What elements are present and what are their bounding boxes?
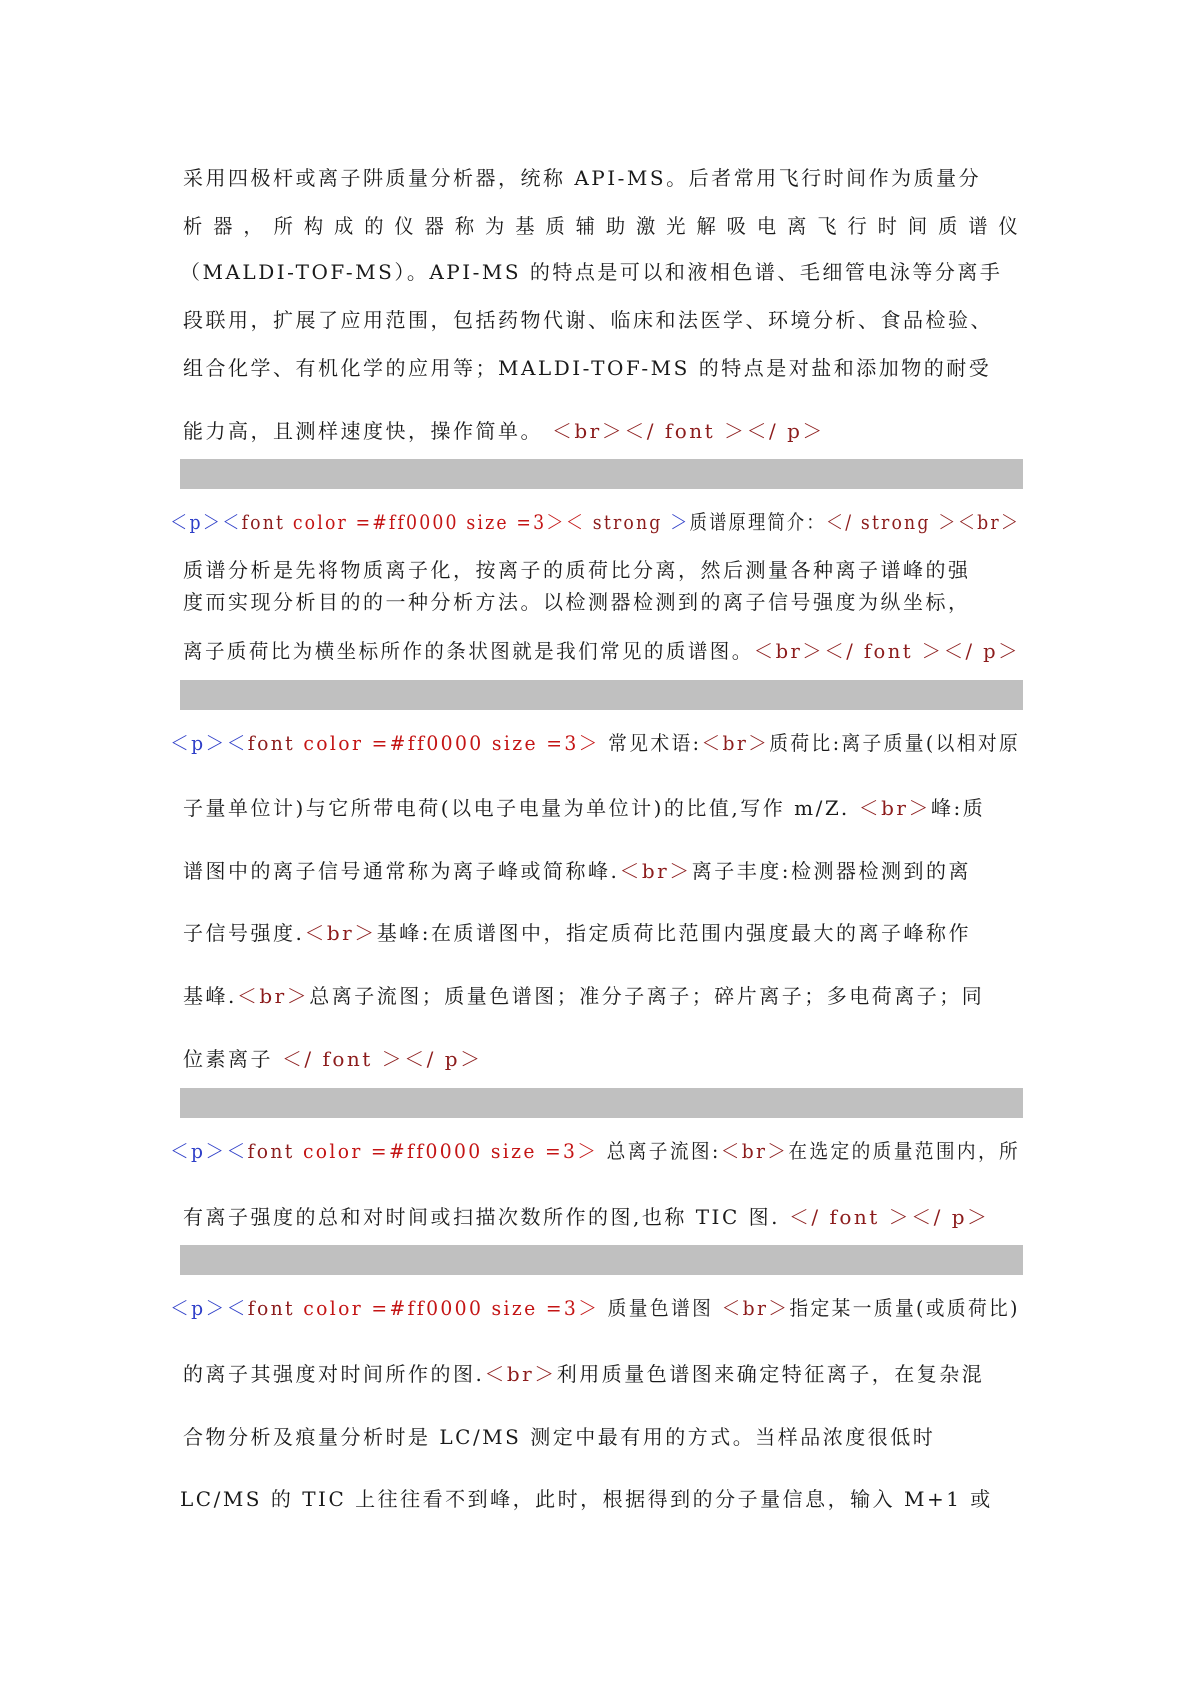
text: 采用四极杆或离子阱质量分析器，统称 API-MS。后者常用飞行时间作为质量分 [183, 166, 982, 190]
text: 离子质荷比为横坐标所作的条状图就是我们常见的质谱图。 [183, 639, 754, 663]
html-tag-text: ＜p＞＜ [170, 1139, 248, 1163]
text: 谱图中的离子信号通常称为离子峰或简称峰. [183, 859, 620, 883]
paragraph-line [183, 982, 984, 1010]
text: 有离子强度的总和对时间或扫描次数所作的图,也称 TIC 图. [183, 1205, 780, 1229]
html-tag-text: ＞＜br＞ [938, 510, 1021, 534]
paragraph-line [183, 417, 825, 445]
paragraph-line [183, 212, 1020, 240]
html-tag-text: ＜br＞ [236, 984, 310, 1008]
text: 的离子其强度对时间所作的图. [183, 1362, 485, 1386]
html-tag-text: ＜br＞＜/ font ＞＜/ p＞ [551, 419, 825, 443]
html-tag-text: ＜br＞ [858, 796, 931, 820]
html-attr-text: color =#ff0000 [302, 1139, 483, 1163]
html-tag-text: font [247, 731, 296, 755]
paragraph-line [183, 857, 971, 885]
html-tag-text: ＜/ font ＞＜/ p＞ [788, 1205, 990, 1229]
html-tag-text: ＜br＞ [619, 859, 692, 883]
text: 总离子流图: [606, 1139, 721, 1163]
text: 质荷比:离子质量(以相对原 [769, 731, 1021, 755]
html-tag-text: ＜p＞＜ [170, 510, 242, 534]
text: 峰:质 [930, 796, 986, 820]
html-tag-text: ＜br＞ [721, 1296, 790, 1320]
paragraph-line [183, 1360, 984, 1388]
html-tag-text: ＞ [670, 510, 690, 534]
text: 质谱分析是先将物质离子化，按离子的质荷比分离，然后测量各种离子谱峰的强 [183, 558, 971, 582]
paragraph-line [183, 354, 991, 382]
text: 常见术语: [608, 731, 702, 755]
section-title: 质谱原理简介： [689, 510, 826, 534]
text: 离子丰度:检测器检测到的离 [691, 859, 971, 883]
separator-bar [180, 680, 1023, 710]
text: 度而实现分析目的的一种分析方法。以检测器检测到的离子信号强度为纵坐标， [183, 590, 971, 614]
html-tag-text: ＜br＞ [304, 921, 377, 945]
text: 位素离子 [183, 1047, 273, 1071]
text: 子信号强度. [183, 921, 305, 945]
paragraph-line [170, 729, 1020, 757]
text: 总离子流图；质量色谱图；准分子离子；碎片离子；多电荷离子；同 [309, 984, 985, 1008]
text: 在选定的质量范围内，所 [788, 1139, 1021, 1163]
html-tag-text: ＜/ font ＞＜/ p＞ [281, 1047, 483, 1071]
paragraph-line [183, 306, 993, 334]
html-attr-text: color =#ff0000 [303, 731, 484, 755]
html-tag-text: ＜br＞＜/ font ＞＜/ p＞ [753, 639, 1021, 663]
separator-bar [180, 1245, 1023, 1275]
paragraph-line [180, 258, 1002, 286]
paragraph-line [183, 588, 971, 616]
text: 质量色谱图 [607, 1296, 714, 1320]
html-tag-text: ＜br＞ [484, 1362, 557, 1386]
paragraph-line [170, 508, 1020, 536]
html-tag-text: strong [592, 510, 663, 534]
html-attr-text: size =3＞ [491, 731, 600, 755]
text: 析 器 ， 所 构 成 的 仪 器 称 为 基 质 辅 助 激 光 解 吸 电 离 飞 行 时 间 质 谱 仪 [183, 214, 1021, 238]
paragraph-line [170, 1294, 1020, 1322]
html-tag-text: ＜br＞ [701, 731, 770, 755]
text: 基峰:在质谱图中，指定质荷比范围内强度最大的离子峰称作 [376, 921, 971, 945]
separator-bar [180, 459, 1023, 489]
html-tag-text: ＜br＞ [720, 1139, 789, 1163]
html-tag-text: ＜p＞＜ [170, 731, 248, 755]
text: 子量单位计)与它所带电荷(以电子电量为单位计)的比值,写作 m/Z. [183, 796, 850, 820]
paragraph-line [170, 1137, 1020, 1165]
paragraph-line [183, 1045, 483, 1073]
paragraph-line [183, 1423, 935, 1451]
text: 段联用，扩展了应用范围，包括药物代谢、临床和法医学、环境分析、食品检验、 [183, 308, 993, 332]
paragraph-line [183, 164, 981, 192]
html-tag-text: ＜/ strong [825, 510, 931, 534]
text: 基峰. [183, 984, 237, 1008]
html-tag-text: font [247, 1139, 295, 1163]
separator-bar [180, 1088, 1023, 1118]
html-attr-text: size =3＞ [490, 1139, 599, 1163]
paragraph-line [183, 794, 985, 822]
text: 指定某一质量(或质荷比) [789, 1296, 1020, 1320]
html-tag-text: font [241, 510, 286, 534]
paragraph-line [180, 1485, 993, 1513]
paragraph-line [183, 556, 971, 584]
text: 能力高，且测样速度快，操作简单。 [183, 419, 543, 443]
html-tag-text: ＜p＞＜ [170, 1296, 248, 1320]
html-attr-text: size =3＞＜ [466, 510, 586, 534]
text: 合物分析及痕量分析时是 LC/MS 测定中最有用的方式。当样品浓度很低时 [183, 1425, 936, 1449]
text: 利用质量色谱图来确定特征离子，在复杂混 [556, 1362, 985, 1386]
html-attr-text: size =3＞ [491, 1296, 600, 1320]
paragraph-line [183, 637, 1020, 665]
paragraph-line [183, 1203, 990, 1231]
text: 组合化学、有机化学的应用等；MALDI-TOF-MS 的特点是对盐和添加物的耐受 [183, 356, 992, 380]
html-attr-text: color =#ff0000 [292, 510, 459, 534]
text: LC/MS 的 TIC 上往往看不到峰，此时，根据得到的分子量信息，输入 M+1 或 [180, 1487, 993, 1511]
html-attr-text: color =#ff0000 [303, 1296, 484, 1320]
paragraph-line [183, 919, 971, 947]
html-tag-text: font [247, 1296, 295, 1320]
text: （MALDI-TOF-MS）。API-MS 的特点是可以和液相色谱、毛细管电泳等分离手 [180, 260, 1003, 284]
